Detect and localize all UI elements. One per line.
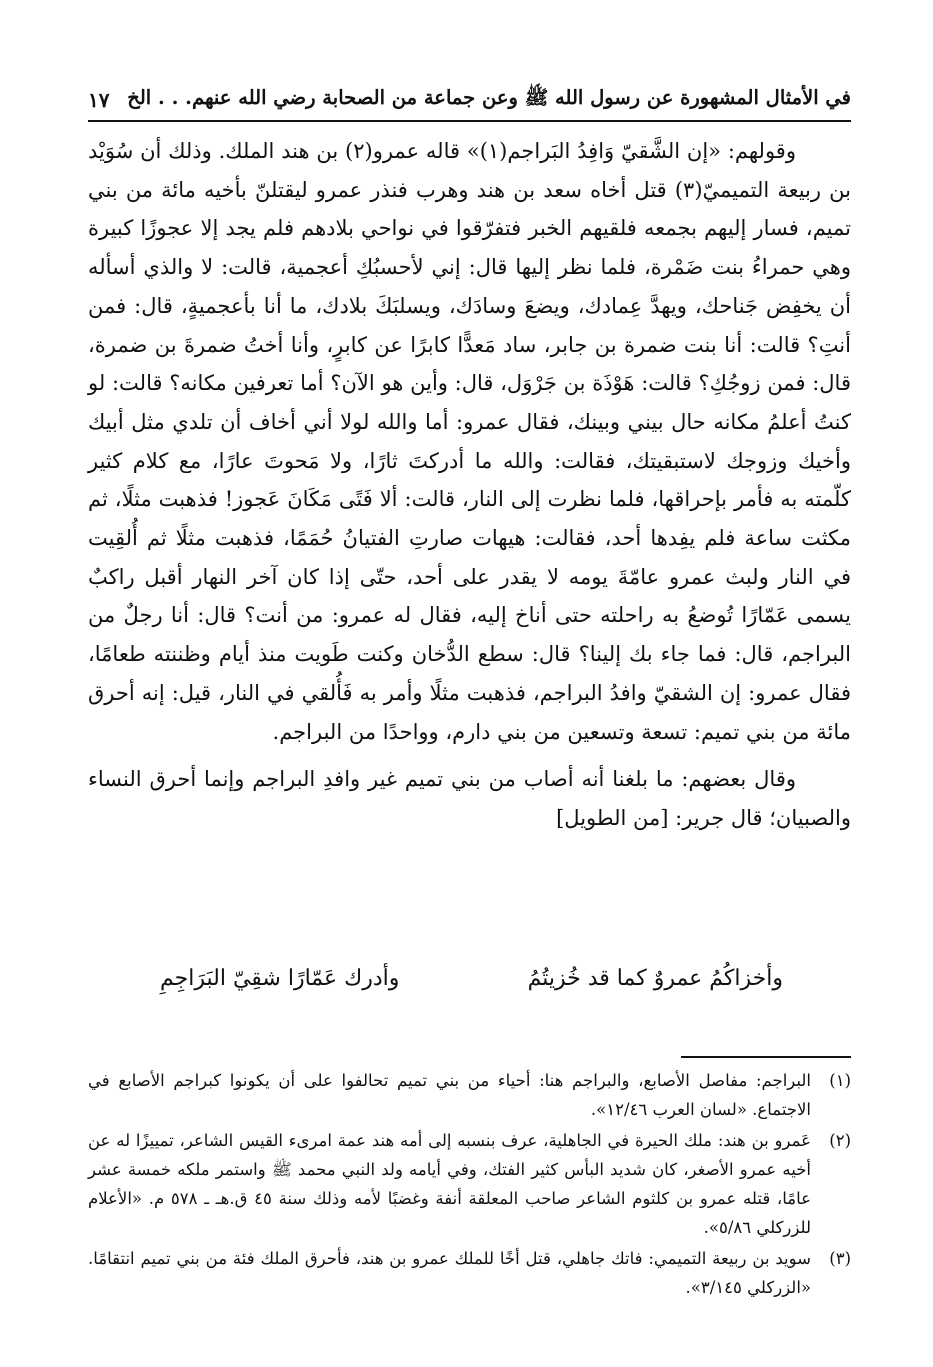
running-header	[88, 80, 851, 120]
footnote-number: (١)	[829, 1071, 851, 1090]
footnote-separator	[681, 1056, 851, 1058]
footnote-2	[88, 1126, 851, 1242]
verse-first-hemistich: وأخزاكُمُ عمروٌ كما قد خُزيتُمُ	[527, 966, 783, 991]
footnote-text: سويد بن ربيعة التميمي: فاتك جاهلي، قتل أخًا للملك عمرو بن هند، فأحرق الملك فئة من بني تميم انتقامًا. «الزركلي ٣/١٤٥».	[88, 1249, 811, 1297]
footnote-number: (٢)	[829, 1131, 851, 1150]
footnote-number: (٣)	[829, 1249, 851, 1268]
header-rule	[88, 120, 851, 122]
main-text	[88, 132, 851, 838]
page-number: ١٧	[88, 88, 110, 112]
header-title: في الأمثال المشهورة عن رسول الله ﷺ وعن جماعة من الصحابة رضي الله عنهم. . . الخ	[127, 86, 851, 109]
footnote-1	[88, 1066, 851, 1124]
footnote-text: البراجم: مفاصل الأصابع، والبراجم هنا: أحياء من بني تميم تحالفوا على أن يكونوا كبراجم الأصابع في الاجتماع. «لسان العرب ١٢/٤٦».	[88, 1071, 811, 1119]
footnote-3	[88, 1244, 851, 1302]
paragraph-jarir-intro: وقال بعضهم: ما بلغنا أنه أصاب من بني تميم غير وافدِ البراجم وإنما أحرق النساء والصبيان؛ قال جرير: [من الطويل]	[88, 767, 851, 830]
verse-second-hemistich: وأدرك عَمّارًا شقِيّ البَرَاجِمِ	[160, 966, 400, 991]
footnotes	[88, 1066, 851, 1304]
poetry-verse	[160, 966, 783, 991]
footnote-text: عَمرو بن هند: ملك الحيرة في الجاهلية، عرف بنسبه إلى أمه هند عمة امرىء القيس الشاعر، تمييزًا له عن أخيه عمرو الأصغر، كان شديد البأس كثير الفتك، وفي أيامه ولد النبي محمد ﷺ واستمر ملكه خمسة عشر عامًا، قتله عمرو بن كلثوم الشاعر صاحب المعلقة أنفة وغضبًا لأمه وذلك سنة ٤٥ ق.هـ ـ ٥٧٨ م. «الأعلام للزركلي ٥/٨٦».	[88, 1131, 811, 1237]
paragraph-proverb-story: وقولهم: «إن الشَّقيّ وَافِدُ البَراجم(١)» قاله عمرو(٢) بن هند الملك. وذلك أن سُوَيْد بن ربيعة التميميّ(٣) قتل أخاه سعد بن هند وهرب فنذر عمرو ليقتلنّ بأخيه مائة من بني تميم، فسار إليهم بجمعه فلقيهم الخبر فتفرّقوا في نواحي بلادهم فلم يجد إلا عجوزًا كبيرة وهي حمراءُ بنت ضَمْرة، فلما نظر إليها قال: إني لأحسبُكِ أعجمية، قالت: لا والذي أسأله أن يخفِض جَناحك، ويهدَّ عِمادك، ويضعَ وسادَك، ويسلبَكَ بلادك، ما أنا بأعجميةٍ، قال: فمن أنتِ؟ قالت: أنا بنت ضمرة بن جابر، ساد مَعدًّا كابرًا عن كابرٍ، وأنا أختُ ضمرةَ بن ضمرة، قال: فمن زوجُكِ؟ قالت: هَوْذَة بن جَرْوَل، قال: وأين هو الآن؟ أما تعرفين مكانه؟ قالت: لو كنتُ أعلمُ مكانه حال بيني وبينك، فقال عمرو: أما والله لولا أني أخاف أن تلدي مثل أبيك وأخيك وزوجك لاستبقيتك، فقالت: والله ما أدركتَ ثارًا، ولا مَحوتَ عارًا، مع كلام كثير كلّمته به فأمر بإحراقها، فلما نظرت إلى النار، قالت: ألا فَتًى مَكَانَ عَجوز! فذهبت مثلًا، ثم مكثت ساعة فلم يفِدها أحد، فقالت: هيهات صارتِ الفتيانُ حُمَمًا، فذهبت مثلًا ثم أُلقِيت في النار ولبث عمرو عامّةَ يومه لا يقدر على أحد، حتّى إذا كان آخر النهار أقبل راكبٌ يسمى عَمّارًا تُوضعُ به راحلته حتى أناخ إليه، فقال له عمرو: من أنت؟ قال: أنا رجلٌ من البراجم، قال: فما جاء بك إلينا؟ قال: سطع الدُّخان وكنت طَويت منذ أيام وظننته طعامًا، فقال عمرو: إن الشقيّ وافدُ البراجم، فذهبت مثلًا وأمر به فَأُلقي في النار، قيل: إنه أحرق مائة من بني تميم: تسعة وتسعين من بني دارم، وواحدًا من البراجم.	[88, 139, 851, 744]
